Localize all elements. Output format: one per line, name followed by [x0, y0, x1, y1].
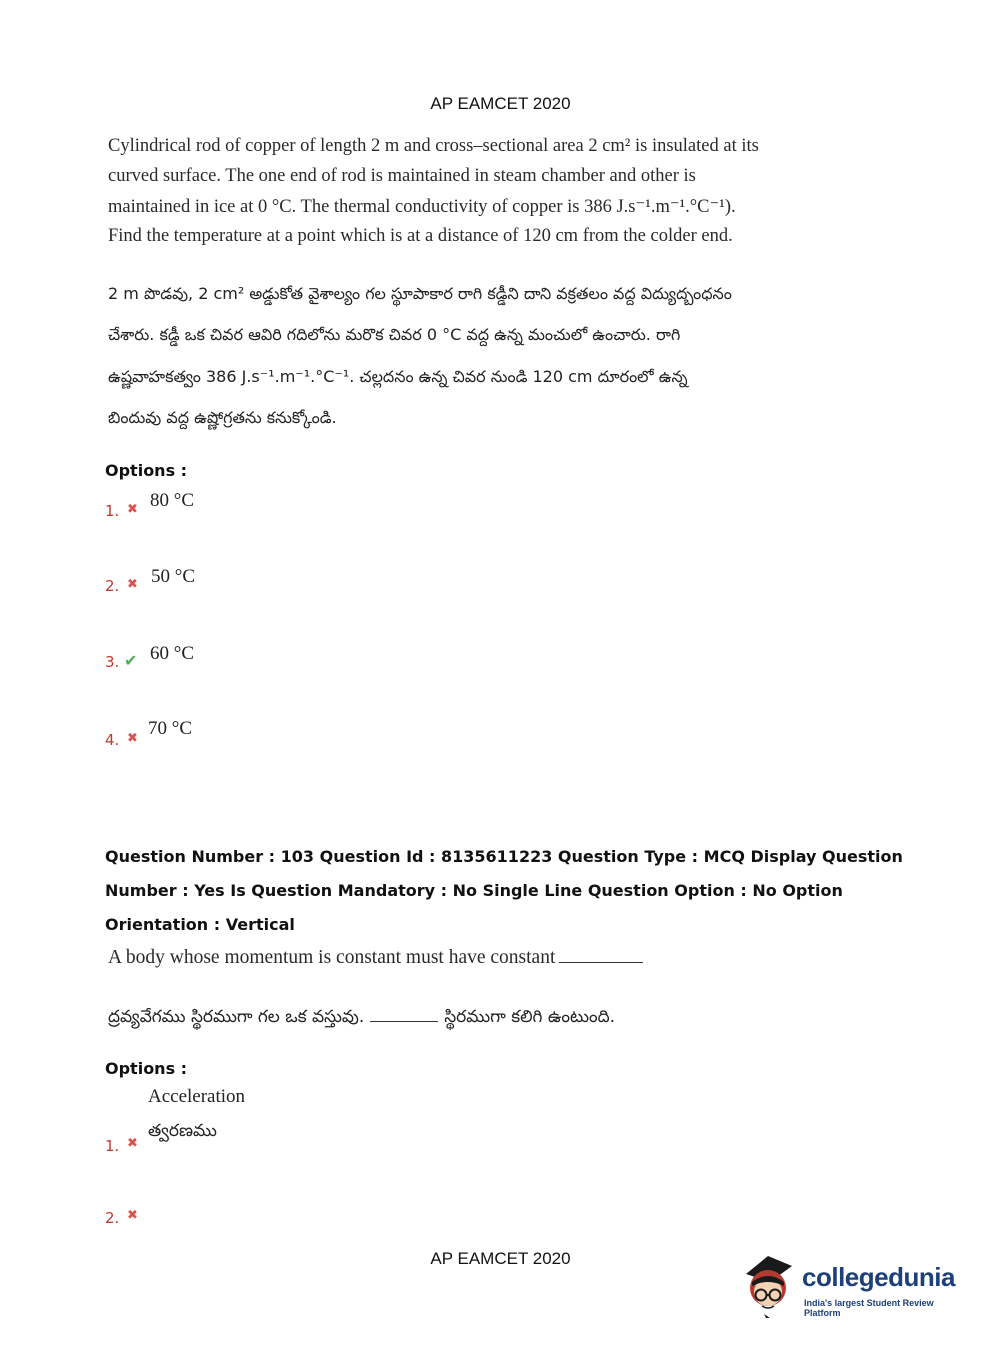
- option-value-telugu: త్వరణము: [148, 1121, 217, 1141]
- q2-telugu-text-before: ద్రవ్యవేగము స్థిరముగా గల ఒక వస్తువు.: [108, 1007, 365, 1027]
- q2-options-label: Options :: [105, 1059, 188, 1078]
- option-number: 4.: [105, 731, 120, 749]
- q1-telugu-line: 2 m పొడవు, 2 cm² అడ్డుకోత వైశాల్యం గల స్థూపాకార రాగి కడ్డీని దాని వక్రతలం వద్ద విద్యుద్బంధనం: [108, 284, 732, 303]
- option-value: 60 °C: [150, 643, 195, 664]
- option-value: 80 °C: [150, 490, 195, 511]
- q1-english-line: maintained in ice at 0 °C. The thermal conductivity of copper is 386 J.s⁻¹.m⁻¹.°C⁻¹).: [108, 197, 736, 217]
- option-value: 50 °C: [151, 566, 196, 587]
- wrong-mark-icon: ✖: [127, 1208, 138, 1223]
- q1-telugu-line: బిందువు వద్ద ఉష్ణోగ్రతను కనుక్కోండి.: [108, 408, 337, 427]
- q2-meta-line: Number : Yes Is Question Mandatory : No Single Line Question Option : No Option: [105, 881, 843, 900]
- logo-wordmark: collegedunia: [802, 1262, 955, 1292]
- q2-telugu-text-after: స్థిరముగా కలిగి ఉంటుంది.: [444, 1007, 616, 1027]
- q2-meta-line: Orientation : Vertical: [105, 915, 295, 934]
- wrong-mark-icon: ✖: [127, 577, 138, 592]
- page-footer-title: AP EAMCET 2020: [430, 1249, 571, 1268]
- q1-english-line: Cylindrical rod of copper of length 2 m and cross–sectional area 2 cm² is insulated at its: [108, 136, 759, 156]
- q2-english-question: [108, 947, 643, 969]
- q2-english-text: A body whose momentum is constant must have constant: [108, 947, 556, 968]
- q2-telugu-question: [108, 1007, 615, 1031]
- collegedunia-logo[interactable]: [740, 1248, 970, 1318]
- wrong-mark-icon: ✖: [127, 502, 138, 517]
- q1-telugu-line: చేశారు. కడ్డీ ఒక చివర ఆవిరి గదిలోను మరొక చివర 0 °C వద్ద ఉన్న మంచులో ఉంచారు. రాగి: [108, 325, 681, 344]
- wrong-mark-icon: ✖: [127, 1136, 138, 1151]
- q2-meta-line: Question Number : 103 Question Id : 8135611223 Question Type : MCQ Display Question: [105, 847, 903, 866]
- answer-blank: [370, 1020, 438, 1022]
- option-number: 1.: [105, 502, 120, 520]
- option-number: 1.: [105, 1137, 120, 1155]
- q1-options-label: Options :: [105, 461, 188, 480]
- option-number: 2.: [105, 1209, 120, 1227]
- q1-telugu-line: ఉష్ణవాహకత్వం 386 J.s⁻¹.m⁻¹.°C⁻¹. చల్లదనం ఉన్న చివర నుండి 120 cm దూరంలో ఉన్న: [108, 367, 688, 386]
- logo-tagline: India's largest Student Review Platform: [804, 1298, 934, 1318]
- option-value: Acceleration: [148, 1086, 246, 1107]
- wrong-mark-icon: ✖: [127, 731, 138, 746]
- mascot-icon: [740, 1248, 802, 1318]
- page-header-title: AP EAMCET 2020: [430, 94, 571, 113]
- q1-english-line: curved surface. The one end of rod is maintained in steam chamber and other is: [108, 166, 696, 186]
- option-value: 70 °C: [148, 718, 193, 739]
- option-number: 2.: [105, 577, 120, 595]
- answer-blank: [559, 961, 643, 963]
- option-number: 3.: [105, 653, 120, 671]
- correct-check-icon: ✔: [124, 651, 138, 670]
- q1-english-line: Find the temperature at a point which is at a distance of 120 cm from the colder end.: [108, 226, 733, 246]
